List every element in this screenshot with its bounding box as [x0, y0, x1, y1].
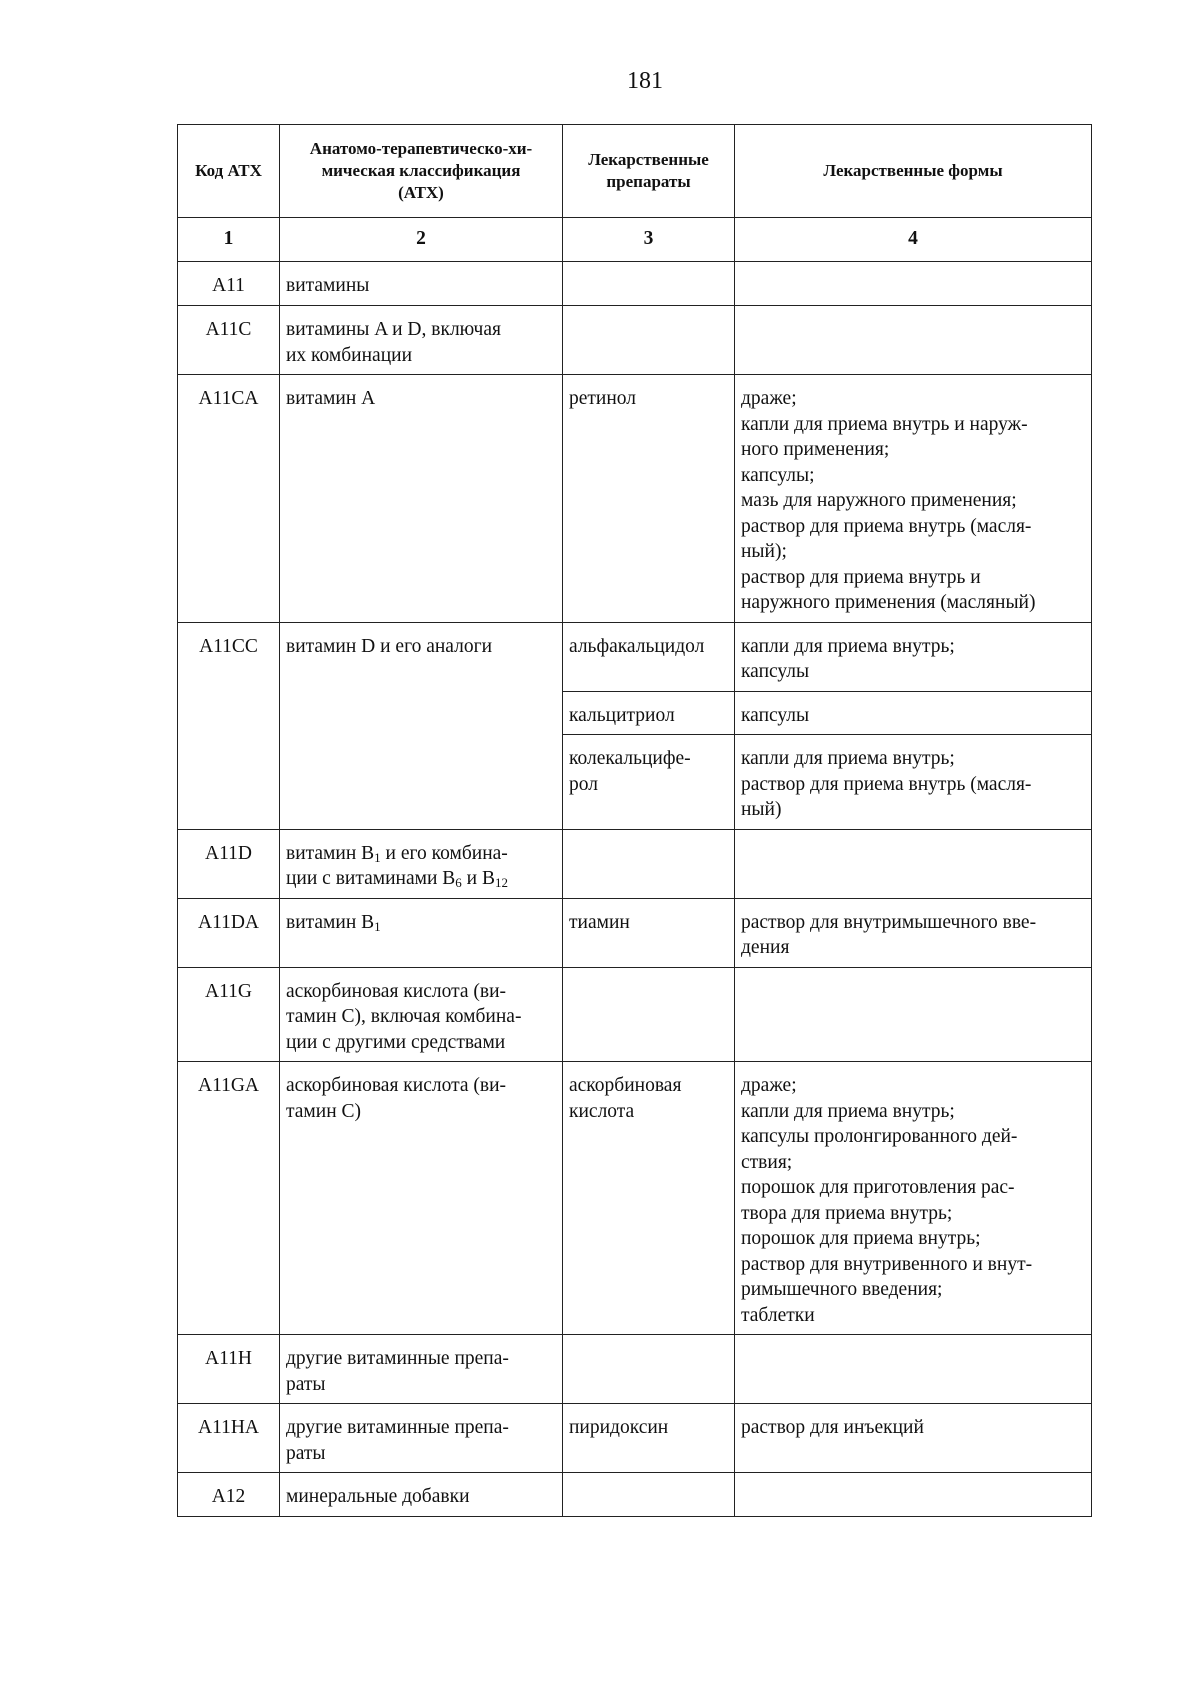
header-drugs-line: препараты — [606, 172, 691, 191]
forms-cell — [735, 967, 1092, 1062]
drug-name: ретинол — [569, 388, 637, 409]
column-number: 3 — [563, 218, 735, 262]
forms-cell — [735, 622, 1092, 691]
form-line: раствор для инъекций — [741, 1417, 924, 1438]
drug-cell — [563, 262, 735, 306]
text-part: ции с витаминами B — [286, 868, 456, 889]
form-line: ный) — [741, 799, 782, 820]
column-number: 4 — [735, 218, 1092, 262]
subscript: 12 — [495, 875, 508, 890]
form-line: капсулы — [741, 704, 810, 726]
table-row — [178, 1335, 1092, 1404]
forms-cell — [735, 691, 1092, 735]
form-line: ного применения; — [741, 439, 890, 460]
table-row — [178, 1404, 1092, 1473]
classification-cell — [280, 898, 563, 967]
form-line: наружного применения (масляный) — [741, 592, 1036, 613]
column-number: 2 — [280, 218, 563, 262]
table-row — [178, 262, 1092, 306]
classification-cell — [280, 375, 563, 623]
forms-cell — [735, 1062, 1092, 1335]
classification-line: другие витаминные препа- — [286, 1348, 509, 1369]
classification-line: аскорбиновая кислота (ви- — [286, 980, 506, 1002]
classification-cell — [280, 1404, 563, 1473]
forms-cell — [735, 1335, 1092, 1404]
subscript: 1 — [374, 918, 381, 934]
atx-code: A11 — [178, 262, 280, 306]
forms-cell — [735, 829, 1092, 898]
table-header-row — [178, 125, 1092, 218]
atx-code: A11CC — [178, 622, 280, 829]
form-line: капли для приема внутрь; — [741, 1100, 955, 1122]
drug-name: пиридоксин — [569, 1417, 669, 1438]
atx-code: A11CA — [178, 375, 280, 623]
form-line: драже; — [741, 388, 797, 409]
classification-line: тамин C), включая комбина- — [286, 1006, 522, 1027]
table-row — [178, 967, 1092, 1062]
classification-cell — [280, 967, 563, 1062]
drug-name: аскорбиновая — [569, 1075, 682, 1096]
table-row — [178, 898, 1092, 967]
text-part: витамин B — [286, 842, 375, 864]
text-part: и его комбина- — [380, 842, 508, 864]
drug-name: рол — [569, 773, 598, 795]
classification-line: другие витаминные препа- — [286, 1417, 509, 1438]
classification-line: минеральные добавки — [286, 1486, 470, 1507]
form-line: таблетки — [741, 1304, 815, 1326]
drug-name: кислота — [569, 1100, 635, 1122]
atx-code: A11G — [178, 967, 280, 1062]
table-row — [178, 1473, 1092, 1517]
forms-cell — [735, 735, 1092, 830]
subscript: 6 — [455, 875, 462, 890]
classification-line — [286, 841, 556, 867]
table-row — [178, 622, 1092, 691]
header-classification — [280, 125, 563, 218]
drug-cell — [563, 622, 735, 691]
classification-line: аскорбиновая кислота (ви- — [286, 1075, 506, 1096]
drug-cell — [563, 375, 735, 623]
drug-name: альфакальцидол — [569, 635, 705, 657]
drug-name: кальцитриол — [569, 704, 675, 726]
form-line: твора для приема внутрь; — [741, 1202, 953, 1224]
atx-code: A11D — [178, 829, 280, 898]
classification-line: раты — [286, 1373, 326, 1395]
subscript: 1 — [374, 849, 381, 865]
drug-cell — [563, 735, 735, 830]
form-line: дения — [741, 937, 790, 958]
drug-cell — [563, 306, 735, 375]
classification-cell — [280, 829, 563, 898]
forms-cell — [735, 1473, 1092, 1517]
form-line: капли для приема внутрь; — [741, 748, 955, 769]
form-line: раствор для внутримышечного вве- — [741, 911, 1037, 933]
classification-line: витамин D и его аналоги — [286, 635, 493, 657]
drug-cell — [563, 1062, 735, 1335]
classification-cell — [280, 1335, 563, 1404]
form-line: раствор для приема внутрь и — [741, 566, 981, 588]
drug-name: тиамин — [569, 911, 630, 933]
classification-cell — [280, 306, 563, 375]
classification-line: ции с другими средствами — [286, 1031, 506, 1053]
form-line: капли для приема внутрь; — [741, 635, 955, 657]
atx-code: A11GA — [178, 1062, 280, 1335]
drug-cell — [563, 691, 735, 735]
form-line: порошок для приготовления рас- — [741, 1177, 1015, 1198]
header-drugs-line: Лекарственные — [588, 150, 709, 169]
form-line: порошок для приема внутрь; — [741, 1228, 981, 1249]
classification-cell — [280, 622, 563, 829]
form-line: драже; — [741, 1075, 797, 1096]
atx-table — [177, 124, 1092, 1517]
header-drugs — [563, 125, 735, 218]
atx-code: A11C — [178, 306, 280, 375]
form-line: ный); — [741, 541, 787, 562]
form-line: капсулы; — [741, 464, 815, 486]
forms-cell — [735, 375, 1092, 623]
drug-name: колекальцифе- — [569, 748, 691, 769]
classification-line — [286, 910, 556, 936]
page-number: 181 — [627, 68, 663, 94]
form-line: раствор для внутривенного и внут- — [741, 1253, 1033, 1275]
column-number-row — [178, 218, 1092, 262]
drug-cell — [563, 967, 735, 1062]
drug-cell — [563, 1404, 735, 1473]
forms-cell — [735, 1404, 1092, 1473]
atx-code: A11H — [178, 1335, 280, 1404]
column-number: 1 — [178, 218, 280, 262]
form-line: раствор для приема внутрь (масля- — [741, 773, 1032, 795]
drug-cell — [563, 1335, 735, 1404]
classification-cell — [280, 1473, 563, 1517]
classification-line: витамины — [286, 275, 370, 296]
drug-cell — [563, 898, 735, 967]
form-line: капсулы пролонгированного дей- — [741, 1126, 1018, 1147]
forms-cell — [735, 262, 1092, 306]
form-line: римышечного введения; — [741, 1279, 943, 1300]
forms-cell — [735, 898, 1092, 967]
text-part: витамин B — [286, 911, 375, 933]
form-line: ствия; — [741, 1151, 793, 1173]
table-row — [178, 829, 1092, 898]
form-line: капли для приема внутрь и наруж- — [741, 413, 1028, 435]
forms-cell — [735, 306, 1092, 375]
table-row — [178, 306, 1092, 375]
drug-cell — [563, 829, 735, 898]
drug-cell — [563, 1473, 735, 1517]
table-row — [178, 375, 1092, 623]
classification-line: их комбинации — [286, 344, 413, 366]
classification-line: раты — [286, 1442, 326, 1464]
header-classification-line: Анатомо-терапевтическо-хи- — [309, 139, 533, 158]
header-classification-line: мическая классификация — [321, 161, 521, 180]
header-classification-line: (АТХ) — [398, 183, 444, 202]
text-part: и B — [461, 868, 495, 889]
atx-code: A11DA — [178, 898, 280, 967]
classification-line: тамин C) — [286, 1100, 362, 1122]
classification-cell — [280, 262, 563, 306]
atx-code: A12 — [178, 1473, 280, 1517]
header-code: Код АТХ — [178, 125, 280, 218]
classification-cell — [280, 1062, 563, 1335]
header-forms: Лекарственные формы — [735, 125, 1092, 218]
form-line: мазь для наружного применения; — [741, 490, 1017, 511]
classification-line: витамины A и D, включая — [286, 319, 501, 340]
classification-line — [286, 866, 556, 892]
table-row — [178, 1062, 1092, 1335]
classification-line: витамин A — [286, 388, 376, 409]
form-line: раствор для приема внутрь (масля- — [741, 515, 1032, 537]
atx-code: A11HA — [178, 1404, 280, 1473]
form-line: капсулы — [741, 661, 810, 682]
